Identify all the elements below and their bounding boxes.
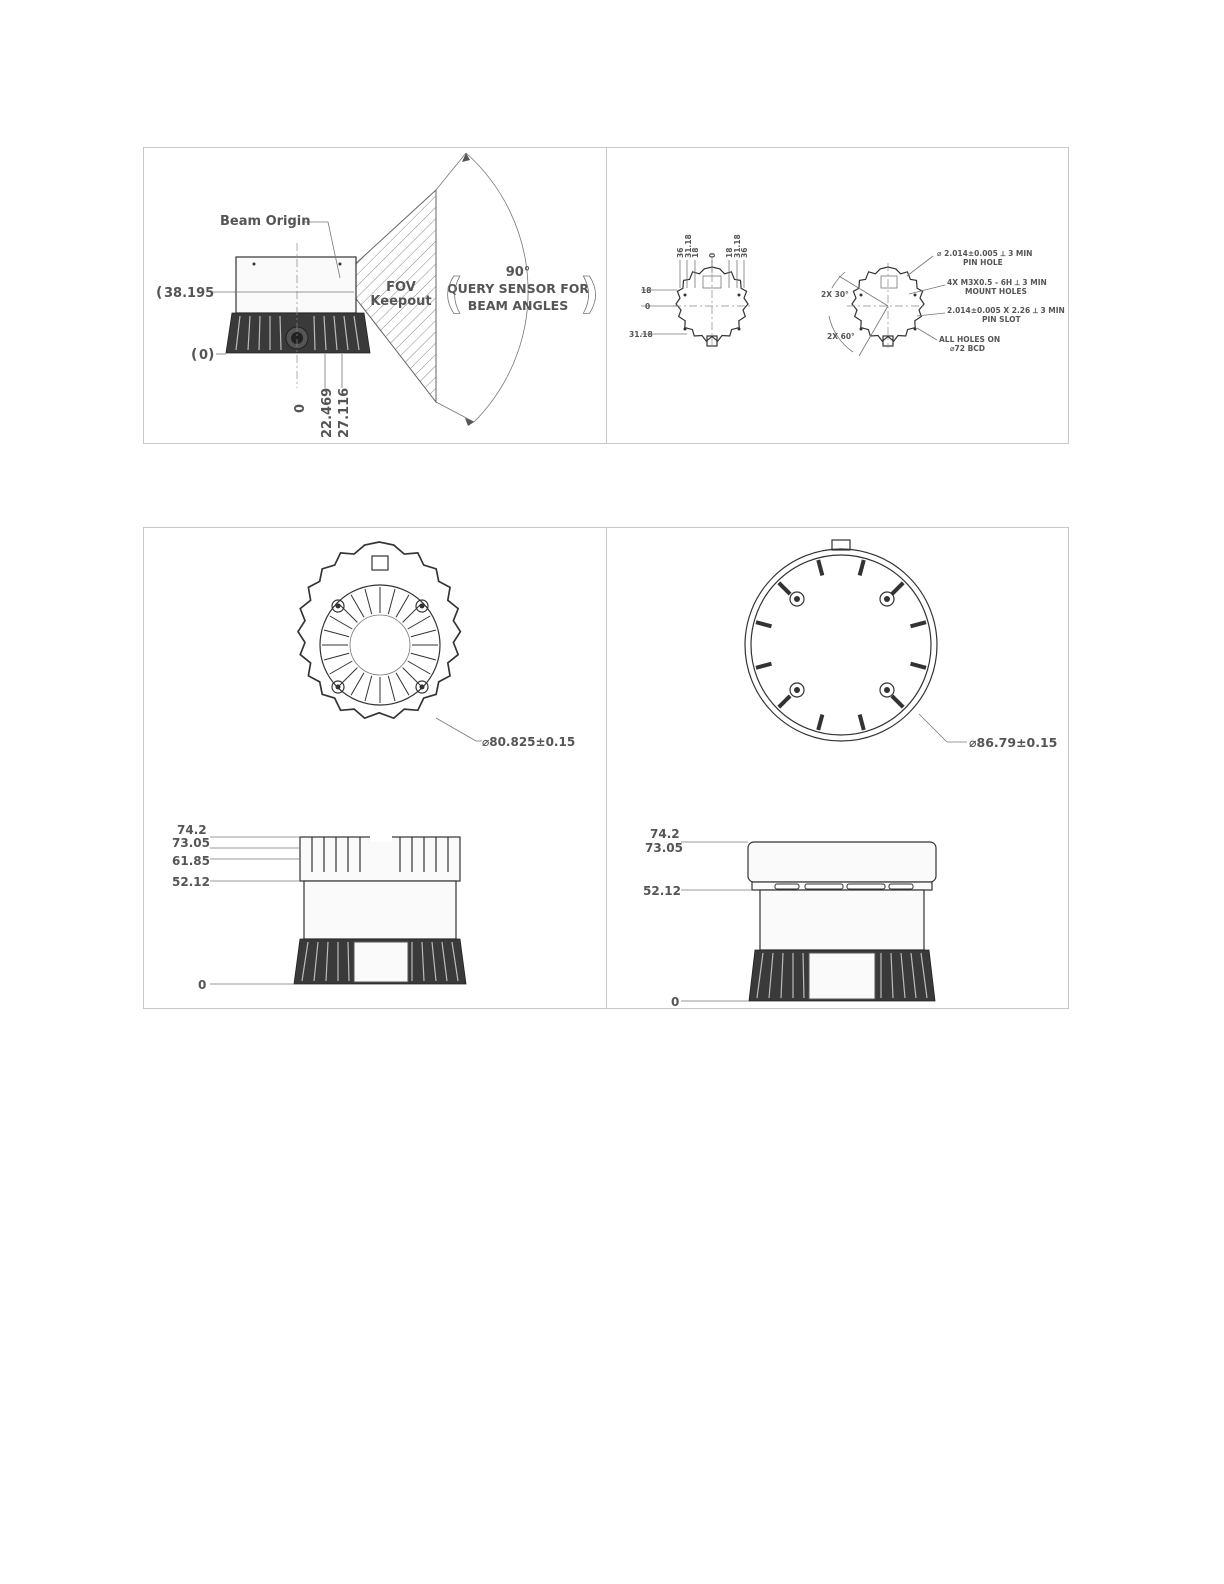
svg-text:(: (: [444, 269, 464, 318]
pin-hole-note-2: PIN HOLE: [963, 258, 1003, 267]
angle-label: 90°: [505, 265, 531, 280]
base-panel: [143, 527, 607, 1009]
cover-tab: [779, 696, 790, 707]
rib-line: [403, 604, 421, 622]
base-dim-742: 74.2: [177, 823, 207, 837]
cover-dim-742: 74.2: [650, 827, 680, 841]
rib-line: [324, 630, 349, 637]
dim-18-right: 18: [725, 247, 734, 258]
dim-side-0: 0: [645, 302, 651, 311]
side-view-drawing: [144, 148, 608, 445]
pin-layout-panel: [606, 147, 1069, 444]
dim-zero-left: 0: [199, 348, 209, 363]
rib-line: [411, 653, 436, 660]
dim-18-left: 18: [691, 247, 700, 258]
base-dim-6185: 61.85: [172, 854, 210, 868]
dim-side-18: 18: [641, 286, 652, 295]
side-view-panel: [143, 147, 607, 444]
bcd-note-1: ALL HOLES ON: [939, 335, 1001, 344]
pin-slot-note-1: 2.014±0.005 X 2.26 ⟂ 3 MIN: [947, 306, 1065, 315]
rib-line: [411, 630, 436, 637]
rib-line: [330, 616, 353, 629]
dim-36-left: 36: [676, 247, 685, 258]
right-gear-view: [829, 256, 945, 356]
pin-slot-note-2: PIN SLOT: [982, 315, 1021, 324]
cover-tab: [892, 583, 903, 594]
rib-line: [408, 616, 431, 629]
beam-origin-label: Beam Origin: [220, 214, 311, 229]
rib-line: [396, 673, 409, 696]
base-dim-7305: 73.05: [172, 836, 210, 850]
svg-text:(: (: [156, 285, 163, 301]
dim-zero-bottom: 0: [293, 403, 308, 413]
mount-holes-note-2: MOUNT HOLES: [965, 287, 1027, 296]
rib-line: [388, 589, 395, 614]
keepout-label: Keepout: [370, 294, 432, 309]
cover-tab: [779, 583, 790, 594]
base-dim-0: 0: [198, 978, 207, 992]
cover-tab: [892, 696, 903, 707]
dim-side-3118: 31.18: [629, 330, 653, 339]
rib-line: [351, 673, 364, 696]
bcd-note-2: ⌀72 BCD: [950, 344, 986, 353]
angle-note-line2: BEAM ANGLES: [467, 298, 569, 313]
rib-line: [365, 676, 372, 701]
angle-60-label: 2X 60°: [827, 332, 855, 341]
cover-tab: [756, 622, 771, 626]
base-diameter-label: ⌀80.825±0.15: [482, 735, 576, 749]
dim-x2: 27.116: [337, 387, 352, 438]
cover-drawing: [607, 528, 1070, 1010]
cover-diameter-label: ⌀86.79±0.15: [969, 735, 1058, 750]
cover-side-view: [681, 842, 936, 1001]
svg-text:(: (: [191, 347, 198, 363]
rib-line: [396, 595, 409, 618]
base-top-view: [298, 542, 482, 741]
cover-dim-5212: 52.12: [643, 884, 681, 898]
angle-30-label: 2X 30°: [821, 290, 849, 299]
dim-36-right: 36: [740, 247, 749, 258]
svg-text:): ): [208, 347, 215, 363]
dim-x1: 22.469: [320, 387, 335, 438]
rib-line: [324, 653, 349, 660]
left-top-dims: [676, 234, 749, 258]
cover-panel: [606, 527, 1069, 1009]
pin-layout-drawing: [607, 148, 1070, 445]
angle-note-line1: QUERY SENSOR FOR: [446, 281, 590, 296]
rib-line: [339, 668, 357, 686]
rib-line: [339, 604, 357, 622]
cover-tab: [818, 560, 822, 575]
base-dim-5212: 52.12: [172, 875, 210, 889]
dim-3118-left: 31.18: [684, 234, 693, 258]
cover-tab: [860, 560, 864, 575]
rib-line: [330, 661, 353, 674]
cover-tab: [756, 664, 771, 668]
cover-tab: [818, 715, 822, 730]
dim-3118-right: 31.18: [733, 234, 742, 258]
svg-text:): ): [580, 269, 600, 318]
fov-label: FOV: [386, 280, 416, 295]
cover-tab: [911, 622, 926, 626]
left-gear-view: [641, 258, 753, 348]
base-drawing: [144, 528, 608, 1010]
cover-dim-7305: 73.05: [645, 841, 683, 855]
rib-line: [408, 661, 431, 674]
rib-line: [403, 668, 421, 686]
rib-line: [365, 589, 372, 614]
base-side-view: [210, 834, 466, 984]
dim-height: 38.195: [164, 286, 215, 301]
mount-holes-note-1: 4X M3X0.5 - 6H ⟂ 3 MIN: [947, 278, 1047, 287]
rib-line: [388, 676, 395, 701]
dim-0-top: 0: [708, 252, 717, 258]
cover-dim-0: 0: [671, 995, 680, 1009]
rib-line: [351, 595, 364, 618]
cover-tab: [860, 715, 864, 730]
cover-tab: [911, 664, 926, 668]
cover-top-view: [745, 540, 967, 742]
pin-hole-note-1: ⌀ 2.014±0.005 ⟂ 3 MIN: [937, 249, 1033, 258]
